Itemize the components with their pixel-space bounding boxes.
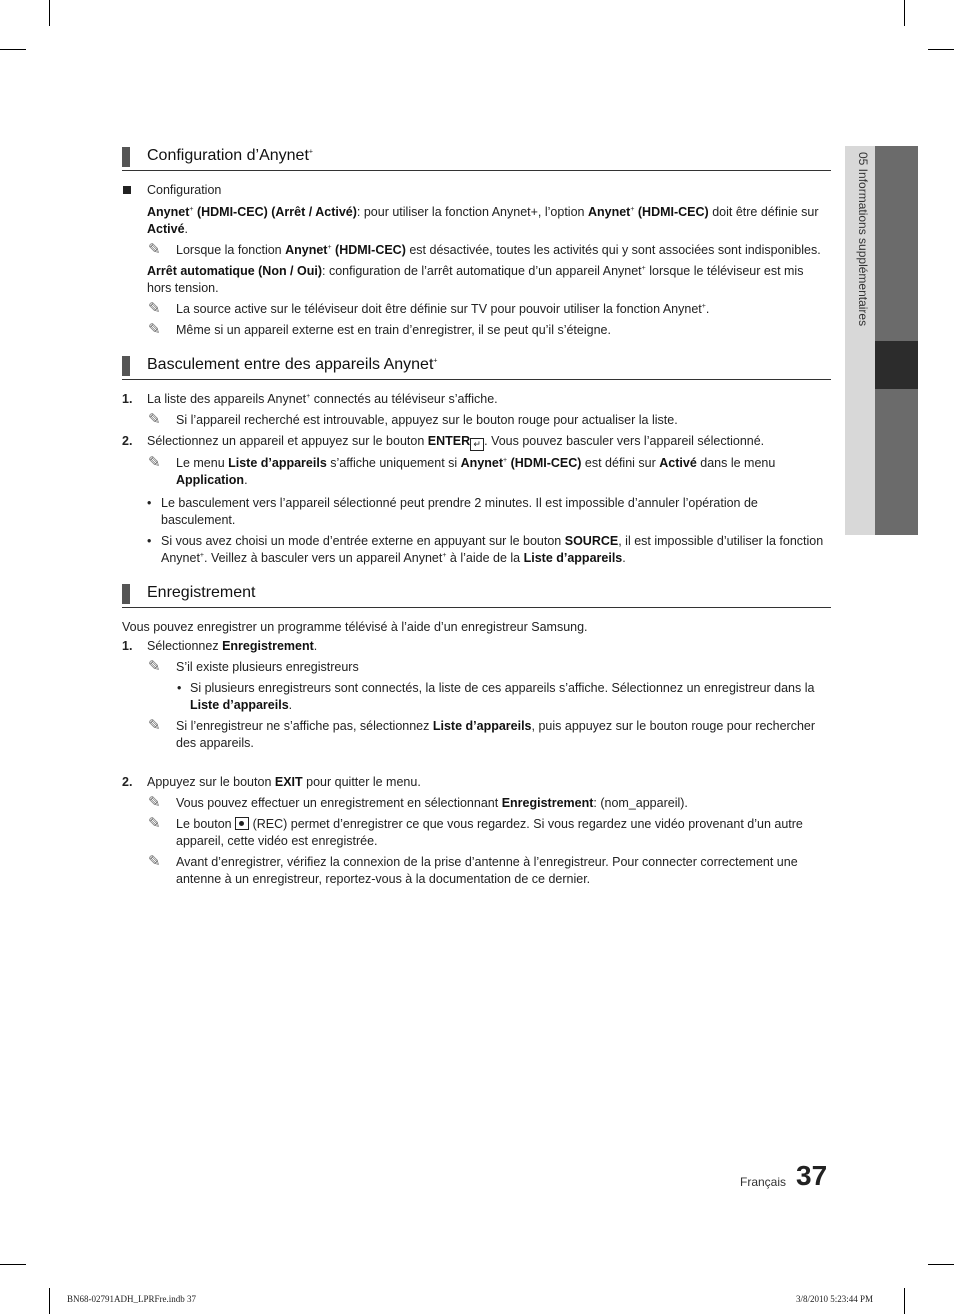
section-marker xyxy=(122,356,130,376)
bullet-icon: • xyxy=(177,681,182,695)
paragraph: Anynet+ (HDMI-CEC) (Arrêt / Activé): pour utiliser la fonction Anynet+, l’option Anynet+ (HDMI-CEC) doit être définie sur Activé. xyxy=(147,205,819,236)
crop-mark xyxy=(904,0,905,26)
section-marker xyxy=(122,584,130,604)
section-title: Basculement entre des appareils Anynet+ xyxy=(147,356,438,373)
crop-mark xyxy=(928,49,954,50)
page-number: 37 xyxy=(796,1160,828,1191)
pencil-note-icon: ✎ xyxy=(148,454,161,471)
list-item: Configuration xyxy=(122,182,831,199)
crop-mark xyxy=(928,1264,954,1265)
note: ✎ Avant d’enregistrer, vérifiez la connexion de la prise d’antenne à l’enregistreur. Pour connecter correctement une antenne à un enregistreur, reportez-vous à la documentation de ce dernier. xyxy=(148,853,798,886)
section-header-anynet-config xyxy=(122,146,831,171)
section-marker xyxy=(122,147,130,167)
crop-mark xyxy=(0,49,26,50)
numbered-step: 2. Appuyez sur le bouton EXIT pour quitter le menu. xyxy=(122,775,421,789)
pencil-note-icon: ✎ xyxy=(148,658,161,675)
pencil-note-icon: ✎ xyxy=(148,794,161,811)
print-slug-file: BN68-02791ADH_LPRFre.indb 37 xyxy=(67,1294,197,1304)
numbered-step: 1. Sélectionnez Enregistrement. xyxy=(122,639,318,653)
note: ✎ Le menu Liste d’appareils s’affiche uniquement si Anynet+ (HDMI-CEC) est défini sur Activé dans le menu Application. xyxy=(148,454,776,487)
numbered-step: 1. La liste des appareils Anynet+ connectés au téléviseur s’affiche. xyxy=(122,392,498,406)
bullet-item: • Si plusieurs enregistreurs sont connectés, la liste de ces appareils s’affiche. Sélectionnez un enregistreur dans la Liste d’appareils. xyxy=(177,681,815,712)
section-title: Enregistrement xyxy=(147,584,256,601)
crop-mark xyxy=(0,1264,26,1265)
side-tab-label: 05 Informations supplémentaires xyxy=(856,152,870,327)
pencil-note-icon: ✎ xyxy=(148,815,161,832)
crop-mark xyxy=(904,1288,905,1314)
pencil-note-icon: ✎ xyxy=(148,853,161,870)
paragraph: Vous pouvez enregistrer un programme télévisé à l’aide d’un enregistreur Samsung. xyxy=(122,620,588,634)
pencil-note-icon: ✎ xyxy=(148,717,161,734)
note: ✎ Vous pouvez effectuer un enregistrement en sélectionnant Enregistrement: (nom_appareil). xyxy=(148,794,688,811)
section-header-switching xyxy=(122,355,831,380)
note: ✎ Si l’enregistreur ne s’affiche pas, sélectionnez Liste d’appareils, puis appuyez sur le bouton rouge pour rechercher des appareils. xyxy=(148,717,816,750)
paragraph: Arrêt automatique (Non / Oui): configuration de l’arrêt automatique d’un appareil Anynet+ lorsque le téléviseur est mis hors tension. xyxy=(147,264,804,295)
bullet-item: • Si vous avez choisi un mode d’entrée externe en appuyant sur le bouton SOURCE, il est impossible d’utiliser la fonction Anynet+. Veillez à basculer vers un appareil Anynet+ à l’aide de la Liste d’appareils. xyxy=(147,534,824,565)
page-content xyxy=(122,146,831,892)
note: ✎ Même si un appareil externe est en train d’enregistrer, il se peut qu’il s’éteigne. xyxy=(148,321,611,338)
note: ✎ Si l’appareil recherché est introuvable, appuyez sur le bouton rouge pour actualiser la liste. xyxy=(148,411,678,428)
rec-icon xyxy=(235,817,249,830)
side-tab-chapter-marker xyxy=(875,341,918,389)
pencil-note-icon: ✎ xyxy=(148,321,161,338)
section-header-recording xyxy=(122,583,831,608)
bullet-item: • Le basculement vers l’appareil sélectionné peut prendre 2 minutes. Il est impossible d’annuler l’opération de basculement. xyxy=(147,496,758,527)
numbered-step: 2. Sélectionnez un appareil et appuyez sur le bouton ENTER ↵ . Vous pouvez basculer vers l’appareil sélectionné. xyxy=(122,434,765,449)
crop-mark xyxy=(49,0,50,26)
footer-language: Français xyxy=(740,1175,787,1189)
note: ✎ Lorsque la fonction Anynet+ (HDMI-CEC) est désactivée, toutes les activités qui y sont associées sont indisponibles. xyxy=(148,241,821,258)
note: ✎ Le bouton (REC) permet d’enregistrer ce que vous regardez. Si vous regardez une vidéo provenant d’un autre appareil, cette vidéo est enregistrée. xyxy=(148,815,803,848)
note: ✎ S’il existe plusieurs enregistreurs xyxy=(148,658,359,675)
enter-icon: ↵ xyxy=(470,438,484,451)
crop-mark xyxy=(49,1288,50,1314)
square-bullet-icon xyxy=(123,186,131,194)
pencil-note-icon: ✎ xyxy=(148,300,161,317)
bullet-icon: • xyxy=(147,496,152,510)
pencil-note-icon: ✎ xyxy=(148,411,161,428)
section-title: Configuration d’Anynet+ xyxy=(147,147,313,164)
print-slug-date: 3/8/2010 5:23:44 PM xyxy=(796,1294,874,1304)
pencil-note-icon: ✎ xyxy=(148,241,161,258)
bullet-icon: • xyxy=(147,534,152,548)
note: ✎ La source active sur le téléviseur doit être définie sur TV pour pouvoir utiliser la fonction Anynet+. xyxy=(148,300,710,317)
